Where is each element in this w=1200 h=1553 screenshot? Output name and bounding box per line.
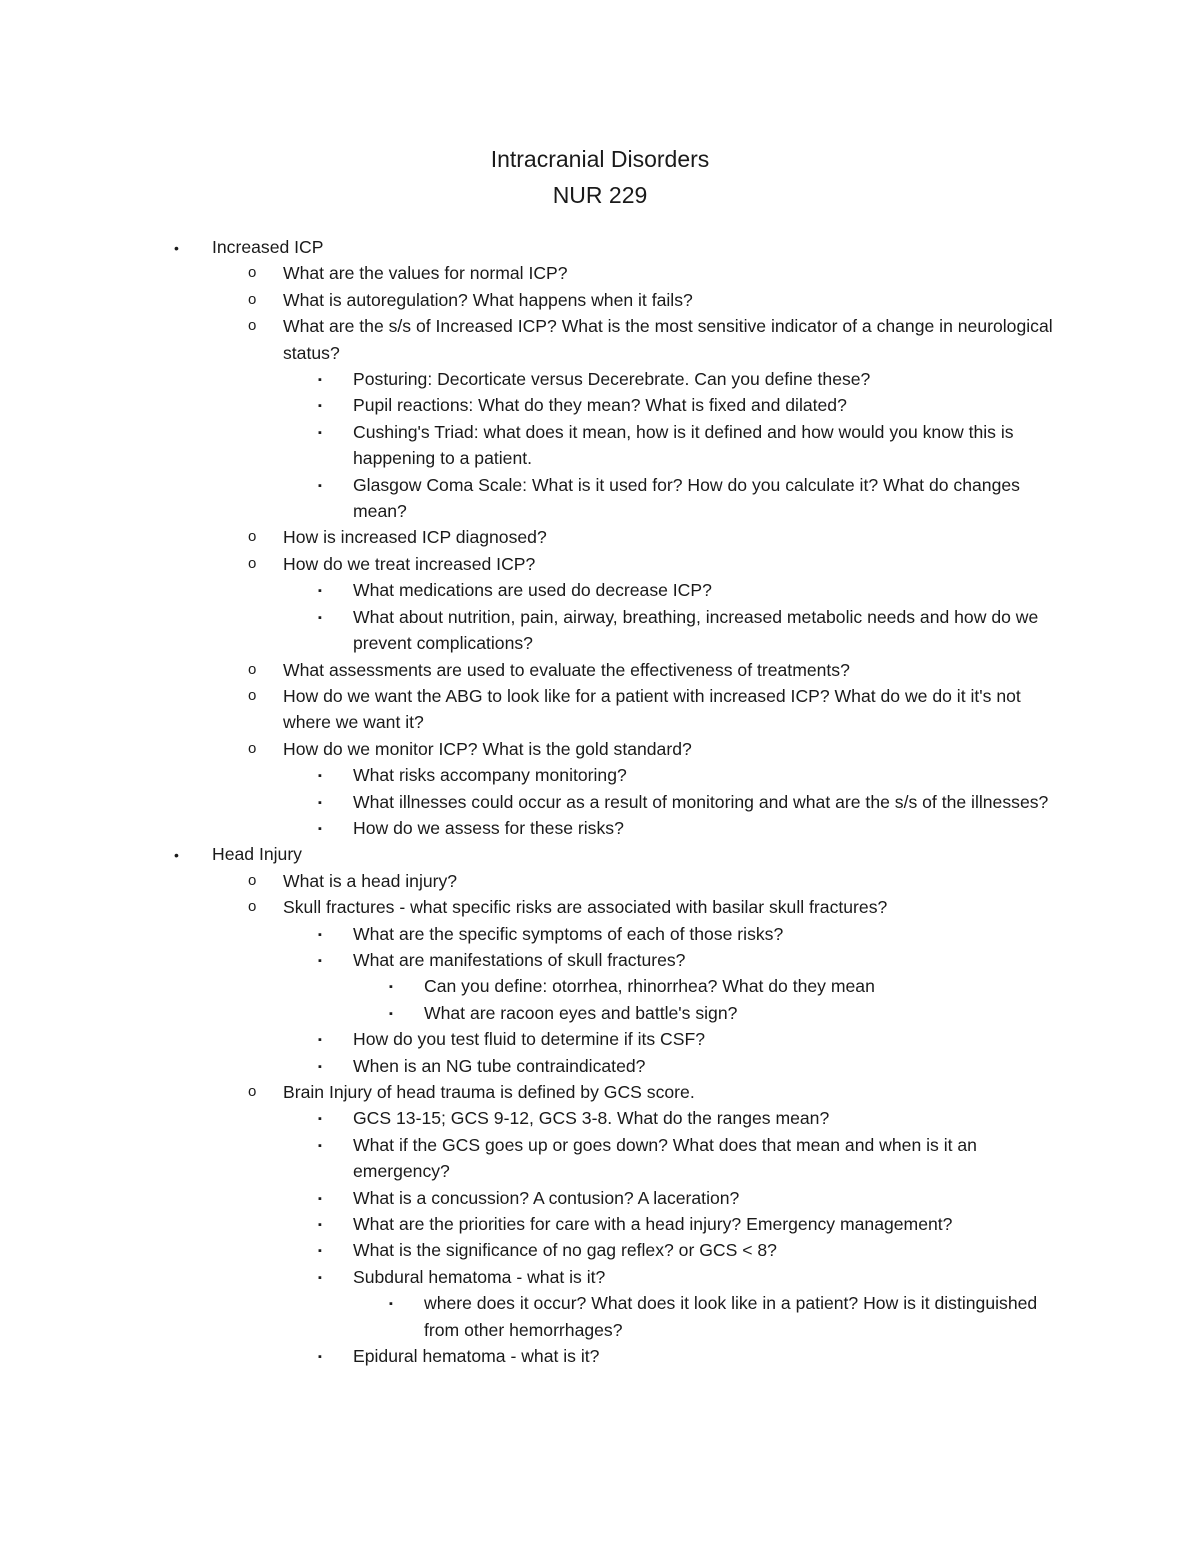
outline-item-level-3 [0, 1185, 1200, 1211]
outline-item-text: Subdural hematoma - what is it? [353, 1266, 606, 1287]
hollow-circle-bullet-icon: o [248, 739, 257, 757]
outline-item-text: What are manifestations of skull fractures? [353, 949, 686, 970]
outline-item-level-3 [0, 1026, 1200, 1052]
outline-item-level-3 [0, 1343, 1200, 1369]
square-bullet-icon: ▪ [318, 1192, 322, 1205]
square-bullet-icon: ▪ [318, 1060, 322, 1073]
outline-item-text: When is an NG tube contraindicated? [353, 1055, 646, 1076]
outline-item-text: Brain Injury of head trauma is defined by GCS score. [283, 1082, 695, 1102]
square-bullet-icon: ▪ [318, 822, 322, 835]
square-bullet-icon: ▪ [318, 1139, 322, 1152]
outline-item-text: What are the specific symptoms of each of those risks? [353, 923, 784, 944]
study-guide-outline [0, 234, 1200, 1369]
hollow-circle-bullet-icon: o [248, 686, 257, 704]
outline-item-level-3 [0, 947, 1200, 973]
square-bullet-icon: ▪ [318, 400, 322, 413]
outline-item-level-3 [0, 815, 1200, 841]
square-bullet-icon: ▪ [318, 770, 322, 783]
outline-item-level-1 [0, 234, 1200, 260]
outline-item-level-4 [0, 973, 1200, 999]
outline-item-level-3 [0, 789, 1200, 815]
outline-item-text: Posturing: Decorticate versus Decerebrate. Can you define these? [353, 369, 871, 390]
outline-item-text: GCS 13-15; GCS 9-12, GCS 3-8. What do the ranges mean? [353, 1108, 830, 1129]
outline-item-level-3 [0, 1237, 1200, 1263]
outline-item-level-2 [0, 736, 1200, 762]
hollow-circle-bullet-icon: o [248, 898, 257, 916]
outline-item-level-3 [0, 1053, 1200, 1079]
square-bullet-icon: ▪ [318, 374, 322, 387]
outline-item-text: How is increased ICP diagnosed? [283, 527, 547, 548]
square-bullet-icon: ▪ [318, 479, 322, 492]
outline-item-level-2 [0, 260, 1200, 286]
square-bullet-icon: ▪ [318, 1219, 322, 1232]
outline-item-level-3 [0, 1264, 1200, 1290]
outline-item-level-3 [0, 1211, 1200, 1237]
document-title: Intracranial Disorders [490, 146, 710, 172]
outline-item-text: Glasgow Coma Scale: What is it used for? How do you calculate it? What do changes mean? [353, 474, 1020, 522]
square-bullet-icon: ▪ [318, 954, 322, 967]
outline-item-text: Epidural hematoma - what is it? [353, 1346, 600, 1367]
square-bullet-icon: ▪ [318, 611, 322, 624]
outline-item-level-3 [0, 419, 1200, 472]
outline-item-text: How do you test fluid to determine if its CSF? [353, 1029, 706, 1050]
square-bullet-icon: ▪ [389, 1298, 393, 1311]
square-bullet-icon: ▪ [389, 981, 393, 994]
square-bullet-icon: ▪ [318, 796, 322, 809]
outline-item-level-2 [0, 551, 1200, 577]
outline-item-level-2 [0, 868, 1200, 894]
outline-item-text: Cushing's Triad: what does it mean, how is it defined and how would you know this is happening to a patient. [353, 421, 1014, 469]
outline-item-level-3 [0, 577, 1200, 603]
outline-item-level-2 [0, 683, 1200, 736]
round-bullet-icon: • [174, 847, 179, 864]
outline-item-level-3 [0, 366, 1200, 392]
outline-item-level-4 [0, 1290, 1200, 1343]
round-bullet-icon: • [174, 240, 179, 256]
outline-item-text: Pupil reactions: What do they mean? What is fixed and dilated? [353, 395, 847, 416]
hollow-circle-bullet-icon: o [248, 554, 257, 572]
outline-item-level-3 [0, 762, 1200, 788]
outline-item-level-2 [0, 524, 1200, 550]
hollow-circle-bullet-icon: o [248, 871, 257, 889]
outline-item-level-2 [0, 657, 1200, 683]
square-bullet-icon: ▪ [318, 585, 322, 598]
outline-item-text: where does it occur? What does it look like in a patient? How is it distinguished from other hemorrhages? [424, 1293, 1038, 1340]
outline-item-text: What if the GCS goes up or goes down? What does that mean and when is it an emergency? [353, 1134, 977, 1182]
outline-item-level-3 [0, 921, 1200, 947]
outline-item-level-3 [0, 604, 1200, 657]
hollow-circle-bullet-icon: o [248, 264, 257, 282]
outline-item-text: Can you define: otorrhea, rhinorrhea? What do they mean [424, 976, 875, 997]
square-bullet-icon: ▪ [318, 1271, 322, 1284]
outline-item-text: What are the values for normal ICP? [283, 263, 568, 284]
document-subtitle: NUR 229 [552, 182, 648, 208]
hollow-circle-bullet-icon: o [248, 1083, 257, 1100]
outline-item-text: How do we monitor ICP? What is the gold standard? [283, 738, 692, 759]
outline-item-text: What is autoregulation? What happens when it fails? [283, 289, 693, 310]
outline-item-level-2 [0, 894, 1200, 920]
outline-item-text: What risks accompany monitoring? [353, 765, 627, 786]
square-bullet-icon: ▪ [318, 1245, 322, 1258]
outline-item-text: Head Injury [212, 844, 302, 865]
outline-item-level-3 [0, 472, 1200, 525]
square-bullet-icon: ▪ [389, 1007, 393, 1020]
outline-item-text: What assessments are used to evaluate the effectiveness of treatments? [283, 659, 850, 680]
outline-item-text: What is the significance of no gag reflex? or GCS < 8? [353, 1240, 777, 1261]
outline-item-text: Skull fractures - what specific risks are associated with basilar skull fractures? [283, 897, 888, 918]
square-bullet-icon: ▪ [318, 1351, 322, 1364]
outline-item-level-3 [0, 1105, 1200, 1131]
outline-item-text: What are the priorities for care with a head injury? Emergency management? [353, 1214, 953, 1235]
outline-item-level-4 [0, 1000, 1200, 1026]
square-bullet-icon: ▪ [318, 426, 322, 439]
hollow-circle-bullet-icon: o [248, 290, 257, 308]
outline-item-text: What is a concussion? A contusion? A laceration? [353, 1187, 740, 1208]
outline-item-text: What about nutrition, pain, airway, breathing, increased metabolic needs and how do we prevent complications? [353, 606, 1039, 654]
square-bullet-icon: ▪ [318, 1034, 322, 1047]
square-bullet-icon: ▪ [318, 1113, 322, 1126]
outline-item-text: What is a head injury? [283, 870, 458, 891]
outline-item-text: How do we want the ABG to look like for a patient with increased ICP? What do we do it it's not where we want it? [283, 685, 1021, 733]
hollow-circle-bullet-icon: o [248, 317, 257, 335]
outline-item-level-3 [0, 392, 1200, 418]
square-bullet-icon: ▪ [318, 928, 322, 941]
outline-item-text: How do we assess for these risks? [353, 817, 624, 838]
outline-item-level-2 [0, 287, 1200, 313]
outline-item-level-3 [0, 1132, 1200, 1185]
hollow-circle-bullet-icon: o [248, 660, 257, 678]
outline-item-text: What are racoon eyes and battle's sign? [424, 1002, 738, 1023]
outline-item-text: What illnesses could occur as a result of monitoring and what are the s/s of the illnesses? [353, 791, 1049, 812]
outline-item-level-1 [0, 841, 1200, 867]
hollow-circle-bullet-icon: o [248, 528, 257, 546]
outline-item-text: What are the s/s of Increased ICP? What is the most sensitive indicator of a change in neurological status? [283, 316, 1053, 363]
outline-item-level-2 [0, 313, 1200, 366]
outline-item-text: How do we treat increased ICP? [283, 553, 536, 574]
outline-item-text: Increased ICP [212, 237, 324, 257]
outline-item-level-2 [0, 1079, 1200, 1105]
outline-item-text: What medications are used do decrease ICP? [353, 580, 712, 601]
